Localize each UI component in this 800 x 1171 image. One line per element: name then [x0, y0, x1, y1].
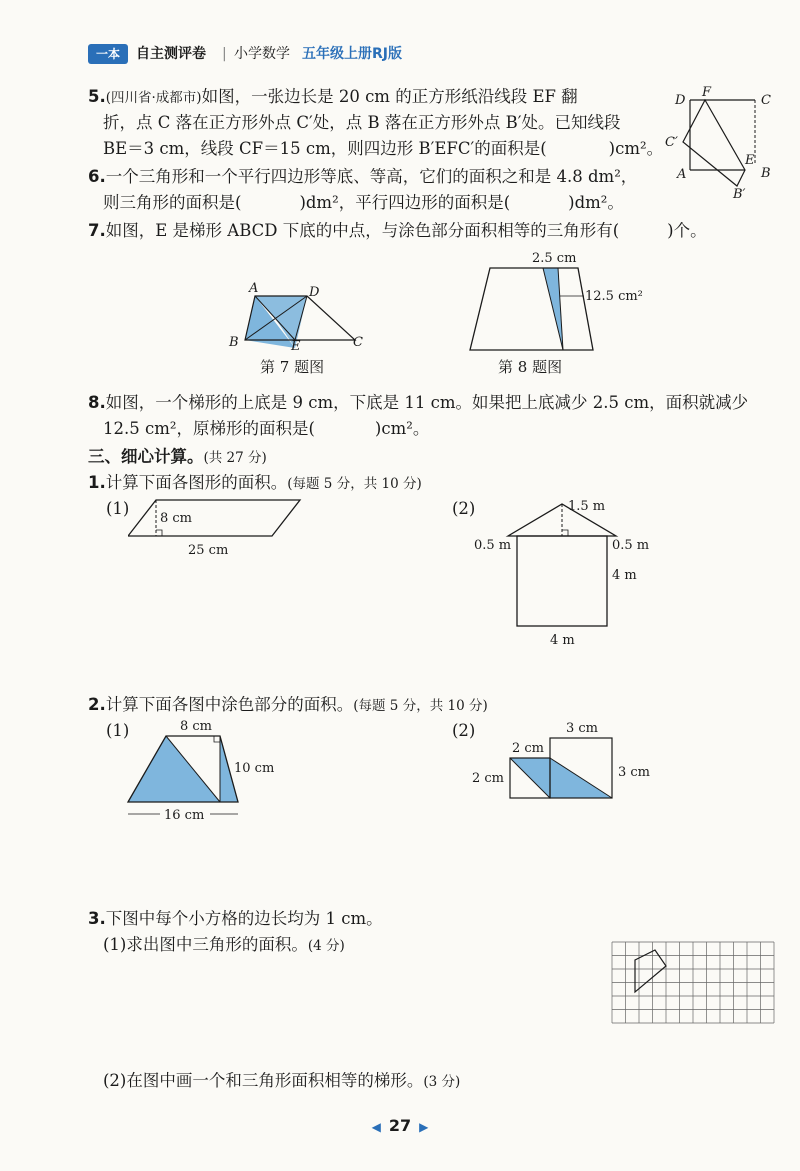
p3-grid-triangle	[635, 950, 666, 992]
p1-left-overhang-label: 0.5 m	[474, 538, 512, 553]
q5-text-1: 如图，一张边长是 20 cm 的正方形纸沿线段 EF 翻	[201, 87, 578, 106]
p1-right-angle-mark	[156, 530, 162, 536]
header-badge: 一本	[88, 44, 128, 64]
fig7-label-d: D	[309, 285, 320, 300]
q7-text-1b: )个。	[667, 221, 707, 240]
q7-text-1a: 如图，E 是梯形 ABCD 下底的中点，与涂色部分面积相等的三角形有(	[105, 221, 620, 240]
p3-grid-lines	[612, 942, 774, 1023]
page-number: 27	[388, 1116, 412, 1135]
p2-sub2-label: (2)	[452, 721, 476, 740]
header-separator: |	[222, 46, 227, 62]
p3-grid[interactable]	[610, 940, 782, 1028]
q8-text-2b: )cm²。	[374, 419, 430, 438]
q7-number: 7.	[88, 221, 106, 240]
q6-text-2c: )dm²。	[568, 193, 624, 212]
fig8-trapezoid	[468, 248, 658, 356]
fig7-label-e: E	[291, 339, 301, 350]
fig8-top-label: 2.5 cm	[532, 251, 577, 266]
fig5-label-c-prime: C′	[665, 135, 678, 150]
p2-fig2-big-top-label: 3 cm	[566, 721, 599, 736]
fig7-trapezoid	[225, 278, 375, 350]
fig7-label-c: C	[353, 335, 363, 350]
p2-fig1-top-label: 8 cm	[180, 719, 213, 734]
q5-text-3b: )cm²。	[608, 139, 664, 158]
p1-base-label: 25 cm	[188, 543, 229, 558]
p2-sub1-label: (1)	[106, 721, 130, 740]
fig5-label-c: C	[761, 93, 771, 108]
q8-text-2a: 12.5 cm²，原梯形的面积是(	[103, 419, 315, 438]
p1-heading	[88, 470, 422, 497]
p2-fig1-right-angle	[214, 736, 220, 742]
q6-text-2b: )dm²，平行四边形的面积是(	[299, 193, 511, 212]
p3-sub1-text: (1)求出图中三角形的面积。	[103, 935, 308, 954]
section3-heading	[88, 444, 267, 471]
q8-text-1: 如图，一个梯形的上底是 9 cm，下底是 11 cm。如果把上底减少 2.5 cm，面积就减少	[105, 393, 749, 412]
p1-sub2-label: (2)	[452, 499, 476, 518]
p3-sub2-text: (2)在图中画一个和三角形面积相等的梯形。	[103, 1071, 424, 1090]
q6-text-1: 一个三角形和一个平行四边形等底、等高，它们的面积之和是 4.8 dm²，	[105, 167, 638, 186]
q5-line1	[88, 84, 578, 111]
p1-points: (每题 5 分，共 10 分)	[287, 476, 422, 492]
p1-text: 计算下面各图形的面积。	[105, 473, 288, 492]
p1-parallelogram-outline	[128, 500, 300, 536]
q8-line1	[88, 390, 748, 416]
fig5-label-b-prime: B′	[733, 187, 746, 200]
header-title: 自主测评卷	[136, 46, 206, 62]
q8-number: 8.	[88, 393, 106, 412]
section3-title: 三、细心计算。	[88, 447, 204, 466]
p3-sub2	[103, 1068, 460, 1095]
next-page-arrow-icon[interactable]: ▶	[419, 1120, 429, 1134]
p2-fig2-right-label: 3 cm	[618, 765, 651, 780]
p1-parallelogram	[128, 496, 303, 560]
p1-roof-height-label: 1.5 m	[568, 499, 606, 514]
prev-page-arrow-icon[interactable]: ◀	[371, 1120, 381, 1134]
fig5-label-d: D	[675, 93, 686, 108]
fig7-label-b: B	[229, 335, 239, 350]
fig5-folded-square	[665, 82, 790, 200]
page-footer	[0, 1116, 800, 1135]
p3-heading	[88, 906, 383, 932]
q5-number: 5.	[88, 87, 106, 106]
q5-line2: 折，点 C 落在正方形外点 C′处，点 B 落在正方形外点 B′处。已知线段	[103, 113, 621, 132]
fig8-area-label: 12.5 cm²	[585, 289, 643, 304]
p3-text: 下图中每个小方格的边长均为 1 cm。	[105, 909, 383, 928]
q6-line1	[88, 164, 637, 190]
p2-fig2-squares	[470, 716, 670, 802]
p3-number: 3.	[88, 909, 106, 928]
p1-right-overhang-label: 0.5 m	[612, 538, 650, 553]
fig5-folded-part	[683, 100, 745, 186]
p3-sub1	[103, 932, 345, 959]
q5-source: (四川省·成都市)	[105, 90, 202, 106]
fig5-label-f: F	[702, 85, 712, 100]
p2-fig1-bottom-label: 16 cm	[164, 808, 205, 823]
fig7-label-a: A	[249, 281, 259, 296]
p1-house-right-angle	[562, 530, 568, 536]
p2-text: 计算下面各图中涂色部分的面积。	[105, 695, 354, 714]
p3-sub2-points: (3 分)	[423, 1074, 461, 1090]
q8-line2	[103, 416, 429, 442]
header-grade: 五年级上册RJ版	[302, 46, 402, 62]
p2-fig1-trapezoid	[124, 714, 284, 826]
p1-side-label: 4 m	[612, 568, 637, 583]
header-subject: 小学数学	[234, 46, 290, 62]
fig7-caption: 第 7 题图	[260, 358, 325, 376]
p1-sub1-label: (1)	[106, 499, 130, 518]
p2-number: 2.	[88, 695, 106, 714]
q5-line3	[103, 136, 663, 162]
fig8-caption: 第 8 题图	[498, 358, 563, 376]
q6-line2	[103, 190, 624, 216]
p2-points: (每题 5 分，共 10 分)	[353, 698, 488, 714]
p1-height-label: 8 cm	[160, 511, 193, 526]
p2-fig2-left-label: 2 cm	[472, 771, 505, 786]
fig8-outline	[470, 268, 593, 350]
q6-number: 6.	[88, 167, 106, 186]
p2-fig1-side-label: 10 cm	[234, 761, 275, 776]
section3-points: (共 27 分)	[203, 450, 267, 466]
p1-bottom-label: 4 m	[550, 633, 575, 648]
p1-house-body	[517, 536, 607, 626]
q7-line1	[88, 218, 707, 244]
fig5-label-b: B	[761, 166, 771, 181]
fig5-label-e: E	[745, 153, 755, 168]
p1-house-shape	[470, 494, 660, 650]
q6-text-2a: 则三角形的面积是(	[103, 193, 242, 212]
fig5-label-a: A	[677, 167, 687, 182]
p3-sub1-points: (4 分)	[307, 938, 345, 954]
q5-text-3a: BE＝3 cm，线段 CF＝15 cm，则四边形 B′EFC′的面积是(	[103, 139, 547, 158]
p2-fig2-small-top-label: 2 cm	[512, 741, 545, 756]
p1-number: 1.	[88, 473, 106, 492]
